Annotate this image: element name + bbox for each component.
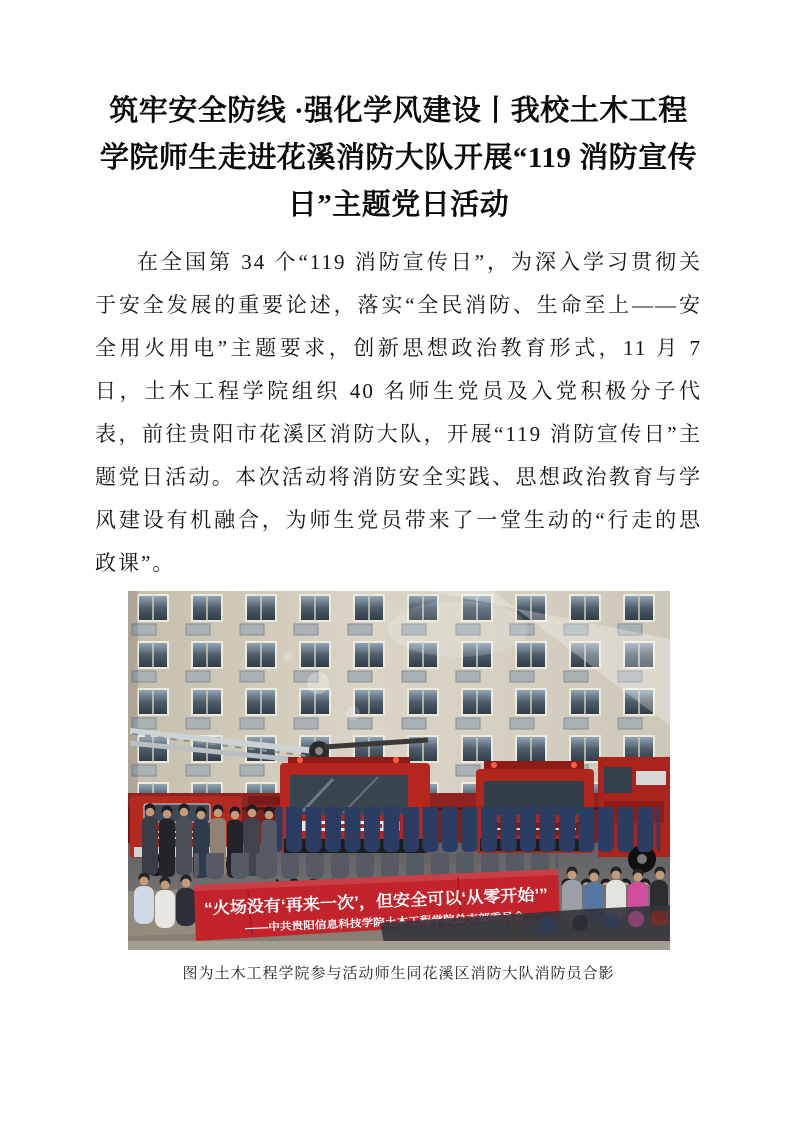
photo-caption: 图为土木工程学院参与活动师生同花溪区消防大队消防员合影 (182, 966, 615, 982)
banner-signature: ——中共贵阳信息科技学院土木工程学院总支部委员会 (244, 911, 497, 935)
article-paragraph: 在全国第 34 个“119 消防宣传日”，为深入学习贯彻关于安全发展的重要论述，落实“全民消防、生命至上——安全用火用电”主题要求，创新思想政治教育形式，11 月 7 日，土木工程学院组织 40 名师生党员及入党积极分子代表，前往贵阳市花溪区消防大队，开展“119 消防宣传日”主题党日活动。本次活动将消防安全实践、思想政治教育与学风建设有机融合，为师生党员带来了一堂生动的“行走的思政课”。 (95, 250, 702, 575)
group-photo (128, 591, 670, 950)
article-title: 筑牢安全防线 ·强化学风建设丨我校土木工程学院师生走进花溪消防大队开展“119 消防宣传日”主题党日活动 (99, 95, 698, 221)
article-content (95, 88, 702, 983)
lens-flare-icon (307, 672, 329, 694)
article-figure (95, 591, 702, 983)
ground-edge (128, 941, 670, 950)
banner-slogan: “火场没有‘再来一次’，但安全可以‘从零开始’” (203, 886, 536, 919)
